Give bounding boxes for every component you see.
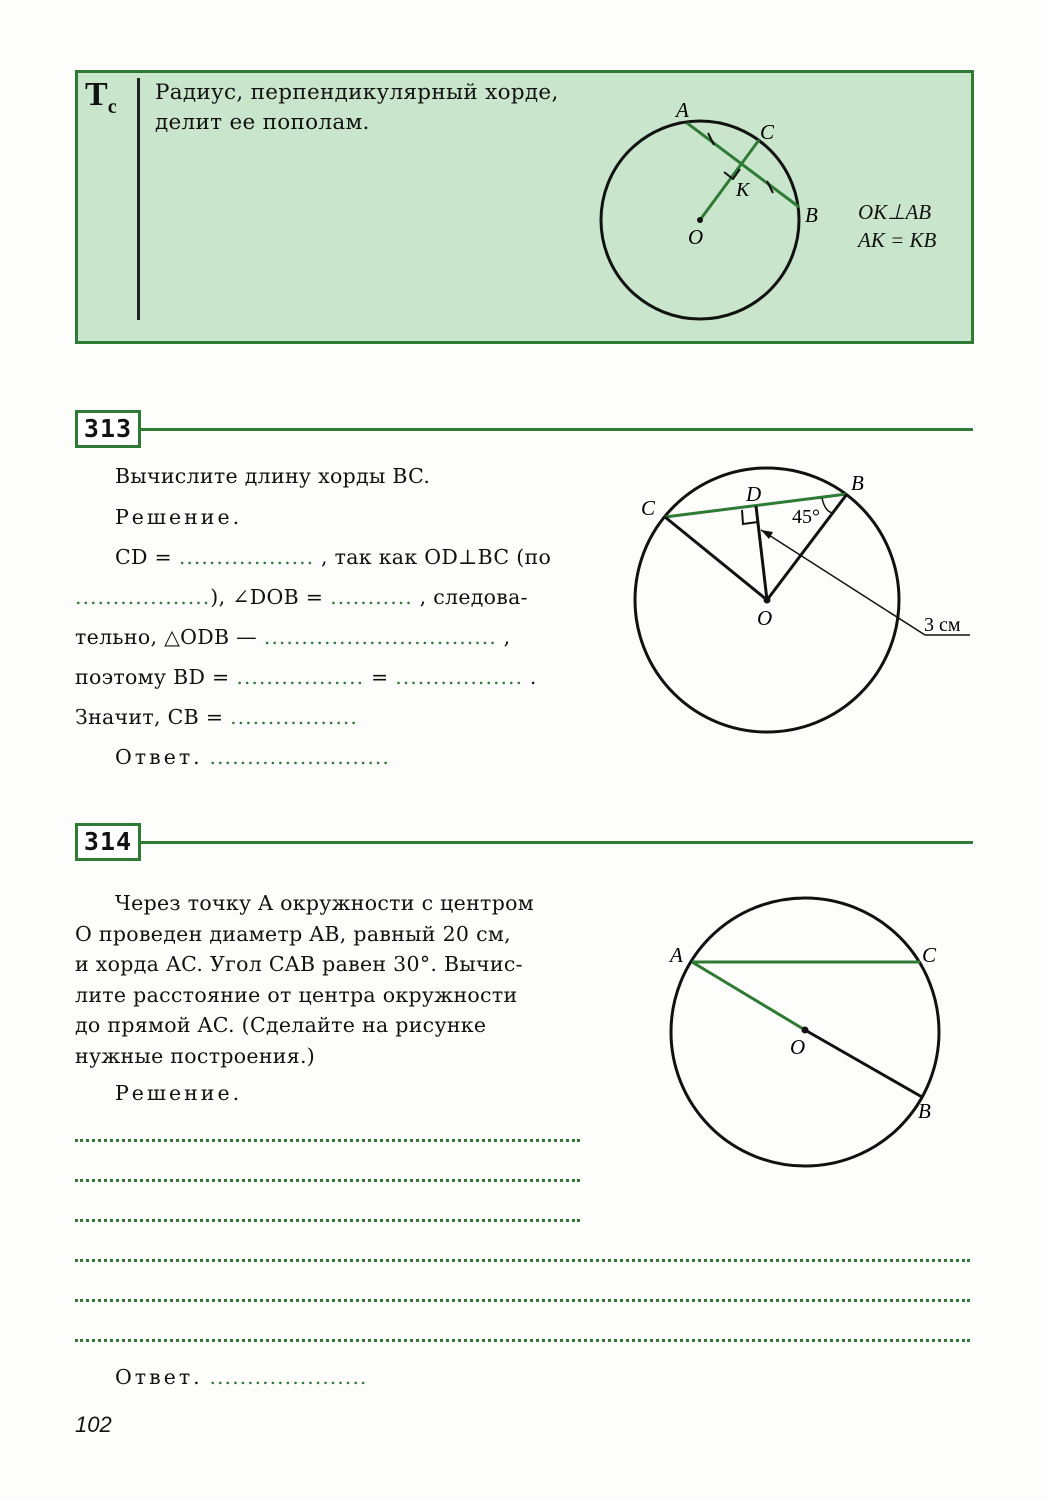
blank-theorem[interactable]: .................. — [75, 585, 211, 609]
blank-angle[interactable]: ........... — [330, 585, 413, 609]
segment-ao — [692, 962, 805, 1030]
blank-answer-313[interactable]: ........................ — [209, 745, 390, 769]
pointer-arrowhead — [761, 530, 773, 539]
answer-line[interactable] — [75, 1299, 970, 1302]
blank-cd[interactable]: .................. — [178, 545, 315, 569]
segment-oc — [665, 517, 767, 600]
label-a-314: A — [670, 943, 683, 967]
label-b-314: B — [918, 1099, 931, 1123]
task-313-answer: Ответ. ........................ — [115, 745, 390, 769]
label-c-313: C — [641, 496, 656, 520]
radius-oc — [700, 140, 759, 220]
theorem-divider — [137, 78, 140, 320]
task-314-answer: Ответ. ..................... — [115, 1365, 368, 1389]
segment-od — [756, 506, 767, 600]
label-c-314: C — [922, 943, 937, 967]
task-314-solution-label: Решение. — [115, 1081, 243, 1105]
angle-arc-b — [822, 498, 833, 513]
answer-line[interactable] — [75, 1139, 580, 1142]
task-313-line4: поэтому BD = ................. = ................. . — [75, 665, 537, 689]
label-angle-45: 45° — [792, 506, 820, 528]
answer-line[interactable] — [75, 1179, 580, 1182]
segment-ob — [805, 1030, 922, 1097]
question-line: Через точку A окружности с центром — [115, 891, 535, 915]
label-d-313: D — [746, 482, 762, 506]
answer-line[interactable] — [75, 1219, 580, 1222]
blank-cb[interactable]: ................. — [230, 705, 358, 729]
formula-perpendicular: OK⊥AB — [858, 200, 932, 224]
task-314-rule — [141, 841, 973, 844]
label-o: O — [688, 225, 704, 249]
label-b: B — [805, 203, 818, 227]
label-a: A — [676, 98, 689, 122]
label-c: C — [760, 120, 775, 144]
question-line: лите расстояние от центра окружности — [75, 982, 518, 1007]
task-314-number: 314 — [75, 823, 141, 861]
question-line: до прямой AC. (Сделайте на рисунке — [75, 1013, 487, 1037]
page-number: 102 — [75, 1412, 112, 1437]
question-line: и хорда AC. Угол CAB равен 30°. Вычис- — [75, 952, 523, 976]
task-313-question: Вычислите длину хорды BC. — [115, 464, 431, 488]
center-o — [697, 217, 703, 223]
question-line: O проведен диаметр AB, равный 20 см, — [75, 921, 511, 946]
task-314-question — [75, 888, 585, 1071]
task-314-figure — [660, 890, 960, 1180]
task-313-line1: CD = .................. , так как OD⊥BC (по — [115, 545, 552, 569]
center-o-313 — [764, 597, 771, 604]
task-313-line2: ..................), ∠DOB = ........... , следова- — [75, 585, 528, 609]
blank-triangle-type[interactable]: ............................... — [263, 625, 497, 649]
label-k: K — [736, 179, 750, 201]
task-313-number: 313 — [75, 410, 141, 448]
task-313-line3: тельно, △ODB — ............................... , — [75, 625, 511, 649]
theorem-tag: $Т_с$ — [85, 76, 117, 118]
answer-line[interactable] — [75, 1339, 970, 1342]
label-b-313: B — [851, 471, 864, 495]
task-313-solution-label: Решение. — [115, 505, 243, 529]
answer-line[interactable] — [75, 1259, 970, 1262]
formula-equal: AK = KB — [858, 228, 937, 252]
theorem-text: Радиус, перпендикулярный хорде, делит ее пополам. — [155, 80, 559, 135]
task-313-rule — [141, 428, 973, 431]
task-313-figure — [625, 460, 985, 745]
blank-bd-1[interactable]: ................. — [236, 665, 365, 689]
label-o-314: O — [790, 1035, 806, 1059]
blank-answer-314[interactable]: ..................... — [209, 1365, 368, 1389]
task-313-line5: Значит, CB = ................. — [75, 705, 358, 729]
label-radius-3cm: 3 см — [924, 614, 961, 636]
label-o-313: O — [757, 606, 773, 630]
radius-pointer — [761, 530, 925, 635]
question-line: нужные построения.) — [75, 1043, 316, 1068]
theorem-figure — [590, 95, 830, 335]
blank-bd-2[interactable]: ................. — [395, 665, 524, 689]
center-o-314 — [802, 1027, 809, 1034]
